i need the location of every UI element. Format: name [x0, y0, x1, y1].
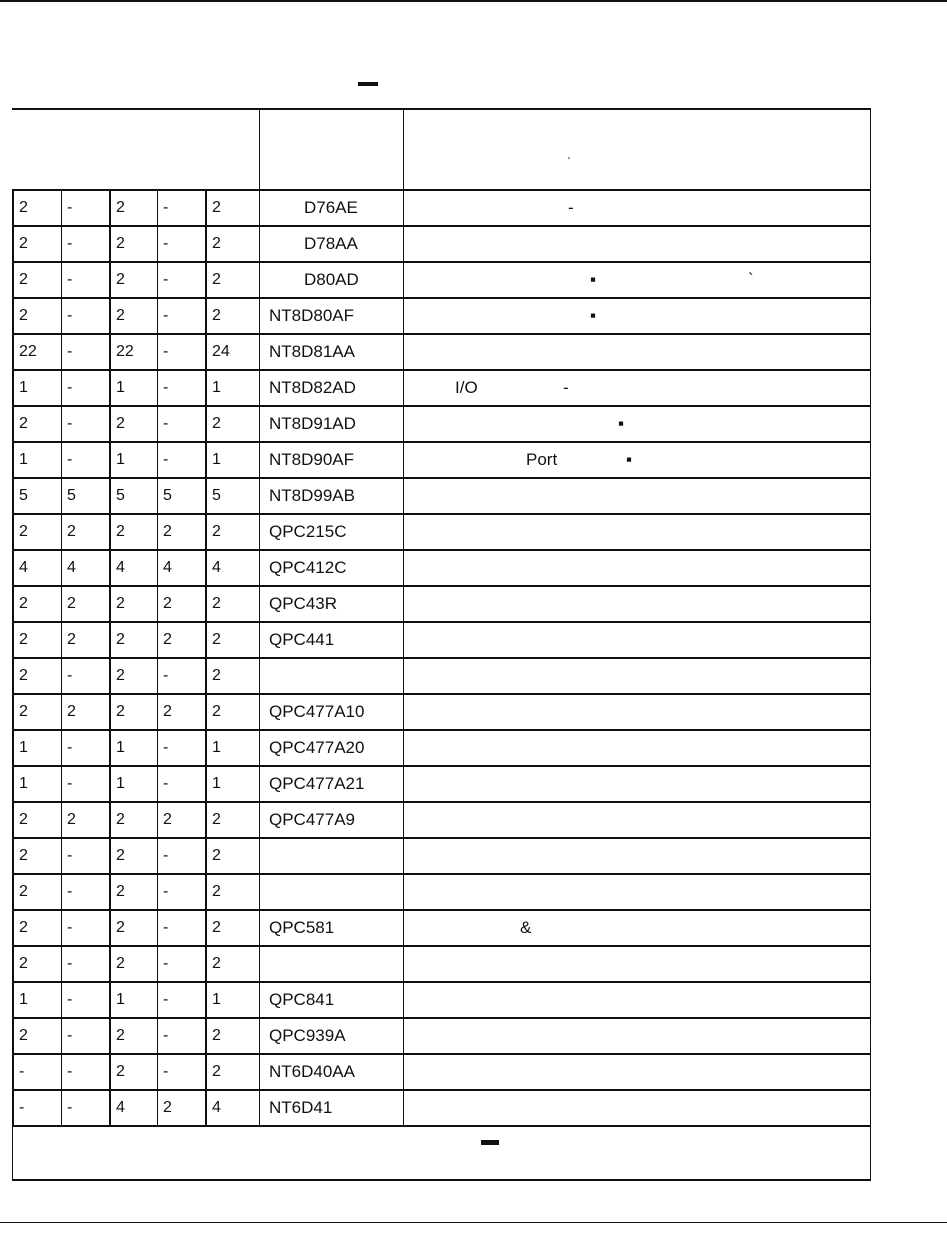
quantity-cell-4: - — [157, 227, 205, 261]
table-row — [12, 335, 870, 371]
header-tick-mark: ' — [568, 156, 570, 167]
description-fragment: ▪ — [618, 414, 625, 433]
bottom-rule — [0, 1222, 947, 1223]
quantity-cell-4: 2 — [157, 803, 205, 837]
description-cell — [403, 731, 869, 765]
description-cell — [403, 587, 869, 621]
description-fragment: & — [520, 918, 532, 937]
part-code-cell: QPC841 — [259, 983, 403, 1017]
quantity-cell-5: 5 — [205, 479, 259, 513]
table-row — [12, 1091, 870, 1127]
description-cell — [403, 767, 869, 801]
description-cell — [403, 839, 869, 873]
quantity-cell-3: 2 — [109, 263, 157, 297]
quantity-cell-5: 2 — [205, 191, 259, 225]
quantity-cell-3: 1 — [109, 767, 157, 801]
quantity-cell-5: 2 — [205, 263, 259, 297]
description-cell — [403, 875, 869, 909]
table-row — [12, 443, 870, 479]
part-code-cell: QPC477A20 — [259, 731, 403, 765]
quantity-cell-1: 1 — [12, 767, 61, 801]
quantity-cell-1: - — [12, 1055, 61, 1089]
description-cell — [403, 371, 869, 405]
description-cell — [403, 1091, 869, 1125]
quantity-cell-3: 2 — [109, 839, 157, 873]
quantity-cell-4: 2 — [157, 515, 205, 549]
description-fragment: ` — [748, 270, 754, 289]
quantity-cell-2: - — [61, 299, 109, 333]
quantity-cell-4: - — [157, 875, 205, 909]
part-code-cell: NT8D90AF — [259, 443, 403, 477]
part-code-cell: QPC43R — [259, 587, 403, 621]
description-fragment: - — [563, 378, 569, 397]
description-cell — [403, 299, 869, 333]
quantity-cell-4: - — [157, 263, 205, 297]
quantity-cell-2: - — [61, 263, 109, 297]
footer-dash-mark — [481, 1140, 499, 1145]
description-fragment: - — [568, 198, 574, 217]
quantity-cell-2: - — [61, 983, 109, 1017]
quantity-cell-1: 2 — [12, 911, 61, 945]
quantity-cell-5: 4 — [205, 551, 259, 585]
table-row — [12, 767, 870, 803]
quantity-cell-3: 2 — [109, 515, 157, 549]
description-cell — [403, 1055, 869, 1089]
quantity-cell-5: 24 — [205, 335, 259, 369]
quantity-cell-3: 4 — [109, 551, 157, 585]
quantity-cell-3: 2 — [109, 875, 157, 909]
table-header — [12, 110, 870, 191]
quantity-cell-1: 2 — [12, 299, 61, 333]
quantity-cell-4: - — [157, 767, 205, 801]
part-code-cell — [259, 839, 403, 873]
quantity-cell-3: 2 — [109, 1019, 157, 1053]
quantity-cell-1: 5 — [12, 479, 61, 513]
quantity-cell-2: 4 — [61, 551, 109, 585]
part-code-cell: D80AD — [259, 263, 403, 297]
parts-table — [12, 108, 871, 1181]
quantity-cell-5: 1 — [205, 983, 259, 1017]
quantity-cell-5: 1 — [205, 767, 259, 801]
quantity-cell-1: - — [12, 1091, 61, 1125]
quantity-cell-4: - — [157, 1055, 205, 1089]
quantity-cell-1: 2 — [12, 875, 61, 909]
description-cell — [403, 1019, 869, 1053]
part-code-cell: NT8D99AB — [259, 479, 403, 513]
quantity-cell-3: 2 — [109, 911, 157, 945]
part-code-cell: NT6D40AA — [259, 1055, 403, 1089]
quantity-cell-2: - — [61, 875, 109, 909]
table-row — [12, 551, 870, 587]
quantity-cell-5: 2 — [205, 1019, 259, 1053]
part-code-cell: QPC441 — [259, 623, 403, 657]
description-cell — [403, 803, 869, 837]
quantity-cell-1: 2 — [12, 407, 61, 441]
quantity-cell-2: 2 — [61, 515, 109, 549]
table-row — [12, 947, 870, 983]
quantity-cell-4: - — [157, 659, 205, 693]
quantity-cell-1: 22 — [12, 335, 61, 369]
table-row — [12, 875, 870, 911]
description-cell — [403, 623, 869, 657]
title-dash-mark — [358, 82, 378, 86]
quantity-cell-1: 2 — [12, 695, 61, 729]
quantity-cell-2: 5 — [61, 479, 109, 513]
quantity-cell-3: 2 — [109, 227, 157, 261]
quantity-cell-4: - — [157, 911, 205, 945]
quantity-cell-1: 2 — [12, 839, 61, 873]
quantity-cell-5: 2 — [205, 515, 259, 549]
description-cell — [403, 191, 869, 225]
quantity-cell-5: 1 — [205, 731, 259, 765]
quantity-cell-2: - — [61, 371, 109, 405]
description-cell — [403, 407, 869, 441]
quantity-cell-3: 2 — [109, 587, 157, 621]
quantity-cell-5: 2 — [205, 659, 259, 693]
quantity-cell-3: 2 — [109, 407, 157, 441]
part-code-cell: D78AA — [259, 227, 403, 261]
part-code-cell: NT8D81AA — [259, 335, 403, 369]
quantity-cell-4: - — [157, 1019, 205, 1053]
quantity-cell-5: 2 — [205, 623, 259, 657]
quantity-cell-3: 2 — [109, 299, 157, 333]
table-row — [12, 731, 870, 767]
quantity-cell-2: - — [61, 767, 109, 801]
quantity-cell-2: - — [61, 659, 109, 693]
quantity-cell-2: 2 — [61, 623, 109, 657]
quantity-cell-3: 4 — [109, 1091, 157, 1125]
quantity-cell-4: - — [157, 947, 205, 981]
description-cell — [403, 443, 869, 477]
quantity-cell-3: 1 — [109, 443, 157, 477]
quantity-cell-1: 4 — [12, 551, 61, 585]
quantity-cell-5: 4 — [205, 1091, 259, 1125]
quantity-cell-4: 2 — [157, 1091, 205, 1125]
part-code-cell: NT8D91AD — [259, 407, 403, 441]
table-row — [12, 695, 870, 731]
quantity-cell-4: 2 — [157, 623, 205, 657]
description-fragment: ▪ — [626, 450, 633, 469]
part-code-cell: QPC477A10 — [259, 695, 403, 729]
table-row — [12, 191, 870, 227]
quantity-cell-2: - — [61, 1055, 109, 1089]
quantity-cell-5: 2 — [205, 587, 259, 621]
quantity-cell-4: 4 — [157, 551, 205, 585]
quantity-cell-3: 2 — [109, 1055, 157, 1089]
quantity-cell-1: 2 — [12, 947, 61, 981]
quantity-cell-2: 2 — [61, 803, 109, 837]
quantity-cell-2: - — [61, 443, 109, 477]
table-row — [12, 263, 870, 299]
table-row — [12, 515, 870, 551]
part-code-cell — [259, 659, 403, 693]
table-row — [12, 299, 870, 335]
part-code-cell: NT6D41 — [259, 1091, 403, 1125]
quantity-cell-1: 2 — [12, 1019, 61, 1053]
table-body — [12, 191, 870, 1127]
quantity-cell-3: 2 — [109, 947, 157, 981]
table-footer — [12, 1127, 871, 1181]
header-divider-code — [259, 110, 260, 189]
description-fragment: ▪ — [590, 270, 597, 289]
quantity-cell-3: 22 — [109, 335, 157, 369]
quantity-cell-5: 2 — [205, 695, 259, 729]
quantity-cell-2: - — [61, 731, 109, 765]
quantity-cell-2: - — [61, 911, 109, 945]
description-cell — [403, 551, 869, 585]
quantity-cell-2: - — [61, 1091, 109, 1125]
part-code-cell — [259, 875, 403, 909]
part-code-cell — [259, 947, 403, 981]
quantity-cell-4: - — [157, 839, 205, 873]
description-cell — [403, 695, 869, 729]
quantity-cell-3: 2 — [109, 623, 157, 657]
description-cell — [403, 911, 869, 945]
part-code-cell: QPC412C — [259, 551, 403, 585]
part-code-cell: QPC581 — [259, 911, 403, 945]
quantity-cell-3: 1 — [109, 983, 157, 1017]
description-fragment: I/O — [455, 378, 478, 397]
description-cell — [403, 983, 869, 1017]
quantity-cell-4: - — [157, 371, 205, 405]
description-cell — [403, 227, 869, 261]
table-row — [12, 911, 870, 947]
quantity-cell-5: 1 — [205, 371, 259, 405]
quantity-cell-1: 1 — [12, 443, 61, 477]
quantity-cell-1: 2 — [12, 623, 61, 657]
table-row — [12, 407, 870, 443]
description-cell — [403, 263, 869, 297]
quantity-cell-3: 5 — [109, 479, 157, 513]
quantity-cell-3: 2 — [109, 659, 157, 693]
part-code-cell: NT8D80AF — [259, 299, 403, 333]
table-row — [12, 839, 870, 875]
quantity-cell-3: 1 — [109, 371, 157, 405]
quantity-cell-5: 2 — [205, 227, 259, 261]
quantity-cell-4: - — [157, 299, 205, 333]
quantity-cell-4: - — [157, 191, 205, 225]
table-row — [12, 1019, 870, 1055]
quantity-cell-5: 2 — [205, 407, 259, 441]
description-cell — [403, 479, 869, 513]
table-row — [12, 659, 870, 695]
quantity-cell-5: 2 — [205, 299, 259, 333]
part-code-cell: QPC477A9 — [259, 803, 403, 837]
quantity-cell-3: 2 — [109, 695, 157, 729]
quantity-cell-5: 2 — [205, 1055, 259, 1089]
table-row — [12, 803, 870, 839]
quantity-cell-5: 1 — [205, 443, 259, 477]
table-row — [12, 227, 870, 263]
quantity-cell-1: 1 — [12, 371, 61, 405]
quantity-cell-4: - — [157, 443, 205, 477]
quantity-cell-2: - — [61, 1019, 109, 1053]
quantity-cell-5: 2 — [205, 911, 259, 945]
table-row — [12, 623, 870, 659]
quantity-cell-2: 2 — [61, 695, 109, 729]
quantity-cell-2: - — [61, 839, 109, 873]
top-rule — [0, 0, 947, 2]
quantity-cell-3: 2 — [109, 803, 157, 837]
part-code-cell: QPC477A21 — [259, 767, 403, 801]
quantity-cell-2: - — [61, 227, 109, 261]
part-code-cell: QPC939A — [259, 1019, 403, 1053]
quantity-cell-3: 2 — [109, 191, 157, 225]
table-row — [12, 371, 870, 407]
quantity-cell-4: 5 — [157, 479, 205, 513]
quantity-cell-5: 2 — [205, 839, 259, 873]
description-cell — [403, 515, 869, 549]
quantity-cell-2: 2 — [61, 587, 109, 621]
table-row — [12, 479, 870, 515]
quantity-cell-4: - — [157, 983, 205, 1017]
description-cell — [403, 335, 869, 369]
description-fragment: ▪ — [590, 306, 597, 325]
quantity-cell-2: - — [61, 191, 109, 225]
quantity-cell-4: 2 — [157, 587, 205, 621]
table-row — [12, 1055, 870, 1091]
quantity-cell-1: 2 — [12, 515, 61, 549]
quantity-cell-1: 2 — [12, 191, 61, 225]
quantity-cell-2: - — [61, 407, 109, 441]
quantity-cell-4: - — [157, 731, 205, 765]
quantity-cell-1: 2 — [12, 263, 61, 297]
quantity-cell-4: 2 — [157, 695, 205, 729]
part-code-cell: D76AE — [259, 191, 403, 225]
description-fragment: Port — [526, 450, 558, 469]
table-row — [12, 587, 870, 623]
description-cell — [403, 659, 869, 693]
quantity-cell-1: 2 — [12, 587, 61, 621]
table-row — [12, 983, 870, 1019]
quantity-cell-4: - — [157, 407, 205, 441]
quantity-cell-4: - — [157, 335, 205, 369]
quantity-cell-5: 2 — [205, 803, 259, 837]
part-code-cell: NT8D82AD — [259, 371, 403, 405]
quantity-cell-1: 2 — [12, 803, 61, 837]
quantity-cell-1: 2 — [12, 227, 61, 261]
quantity-cell-5: 2 — [205, 875, 259, 909]
quantity-cell-1: 2 — [12, 659, 61, 693]
quantity-cell-1: 1 — [12, 983, 61, 1017]
part-code-cell: QPC215C — [259, 515, 403, 549]
quantity-cell-1: 1 — [12, 731, 61, 765]
footer-rule — [13, 1179, 871, 1181]
quantity-cell-3: 1 — [109, 731, 157, 765]
header-divider-description — [403, 110, 404, 189]
quantity-cell-2: - — [61, 947, 109, 981]
quantity-cell-2: - — [61, 335, 109, 369]
quantity-cell-5: 2 — [205, 947, 259, 981]
description-cell — [403, 947, 869, 981]
